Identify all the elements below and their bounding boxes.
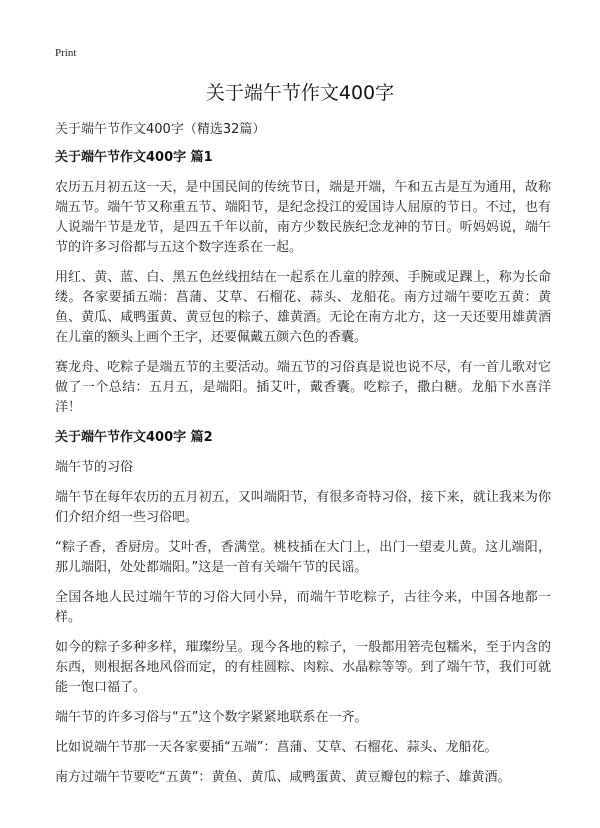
- paragraph: 端午节在每年农历的五月初五，又叫端阳节，有很多奇特习俗，接下来，就让我来为你们介绍介绍一些习俗吧。: [55, 490, 551, 525]
- paragraph: 如今的粽子多种多样，璀璨纷呈。现今各地的粽子，一般都用箬壳包糯米，至于内含的东西，则根据各地风俗而定，的有桂圆粽、肉粽、水晶粽等等。到了端午节，我们可就能一饱口福了。: [55, 640, 551, 695]
- section-heading-2: 关于端午节作文400字 篇2: [55, 430, 213, 445]
- document-title: 关于端午节作文400字: [205, 82, 395, 104]
- document-subtitle: 关于端午节作文400字（精选32篇）: [55, 122, 266, 137]
- paragraph: 全国各地人民过端午节的习俗大同小异，而端午节吃粽子，古往今来，中国各地都一样。: [55, 590, 551, 625]
- paragraph: 农历五月初五这一天，是中国民间的传统节日，端是开端，午和五古是互为通用，故称端五节。端午节又称重五节、端阳节，是纪念投江的爱国诗人屈原的节日。不过，也有人说端午节是龙节，是四五千年以前，南方少数民族纪念龙神的节日。听妈妈说，端午节的许多习俗都与五这个数字连系在一起。: [55, 180, 551, 255]
- document-content: [55, 148, 551, 798]
- paragraph: 端午节的许多习俗与“五”这个数字紧紧地联系在一齐。: [55, 710, 368, 725]
- print-label: Print: [55, 47, 77, 59]
- paragraph: “粽子香，香厨房。艾叶香，香满堂。桃枝插在大门上，出门一望麦儿黄。这儿端阳，那儿端阳，处处都端阳。”这是一首有关端午节的民谣。: [55, 540, 551, 575]
- paragraph: 赛龙舟、吃粽子是端五节的主要活动。端五节的习俗真是说也说不尽，有一首儿歌对它做了一个总结：五月五，是端阳。插艾叶，戴香囊。吃粽子，撒白糖。龙船下水喜洋洋！: [55, 360, 551, 415]
- paragraph: 用红、黄、蓝、白、黑五色丝线扭结在一起系在儿童的脖颈、手腕或足踝上，称为长命缕。各家要插五端：菖蒲、艾草、石榴花、蒜头、龙船花。南方过端午要吃五黄：黄鱼、黄瓜、咸鸭蛋黄、黄豆包的粽子、雄黄酒。无论在南方北方，这一天还要用雄黄酒在儿童的额头上画个王字，还要佩戴五颜六色的香囊。: [55, 270, 551, 345]
- paragraph: 南方过端午节要吃“五黄”：黄鱼、黄瓜、咸鸭蛋黄、黄豆瓣包的粽子、雄黄酒。: [55, 770, 511, 785]
- section-heading-1: 关于端午节作文400字 篇1: [55, 150, 213, 165]
- paragraph: 比如说端午节那一天各家要插“五端”：菖蒲、艾草、石榴花、蒜头、龙船花。: [55, 740, 498, 755]
- paragraph: 端午节的习俗: [55, 460, 134, 475]
